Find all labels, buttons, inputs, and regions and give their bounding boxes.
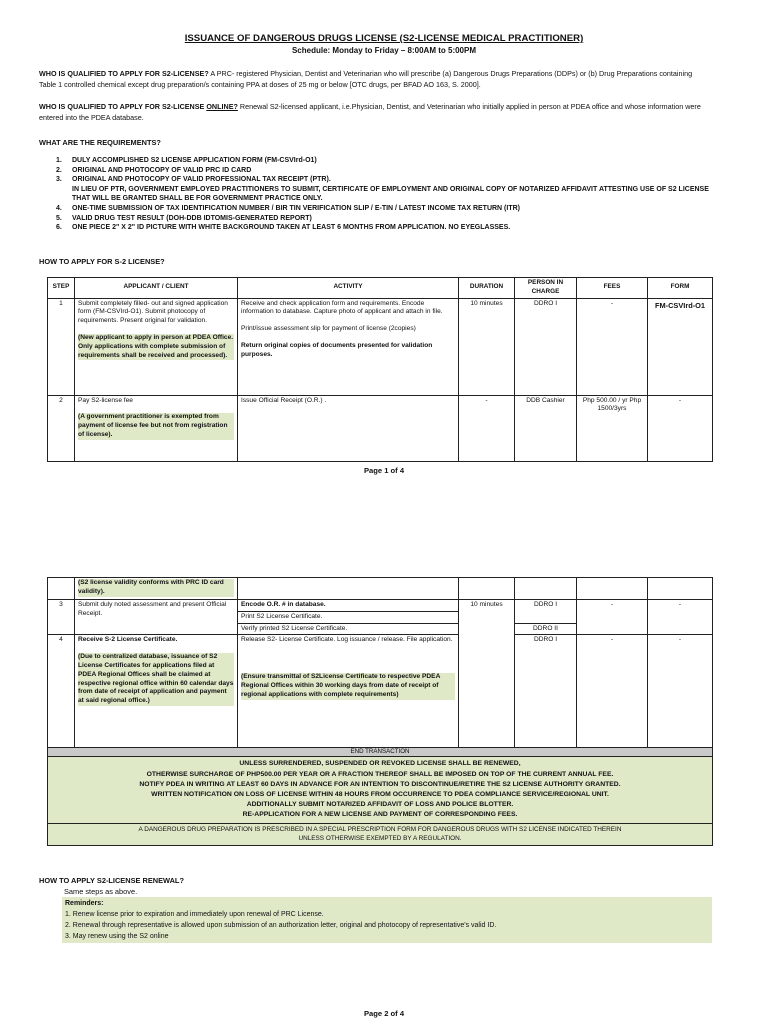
list-item-number: 4. [56,204,62,212]
notice-cell [48,757,713,823]
fees-cell: - [577,298,648,395]
who-online-paragraph [39,102,711,123]
activity-cell [238,298,459,395]
list-item-text: ONE PIECE 2" X 2" ID PICTURE WITH WHITE BACKGROUND TAKEN AT LEAST 6 MONTHS FROM APPLICATION. NO EYEGLASSES. [72,224,511,232]
table-row [48,578,713,600]
page-title: ISSUANCE OF DANGEROUS DRUGS LICENSE (S2-LICENSE MEDICAL PRACTITIONER) [184,33,584,44]
person-cell: DDRO II [515,623,577,635]
client-cell: Submit duly noted assessment and present Official Receipt. [75,600,238,635]
list-item [56,223,716,233]
page-1-footer: Page 1 of 4 [363,466,405,475]
who-online-label: WHO IS QUALIFIED TO APPLY FOR S2-LICENSE [39,102,207,111]
reminder-item: 3. May renew using the S2 online [65,933,169,940]
activity-text-3: Return original copies of documents presented for validation purposes. [241,341,433,358]
client-text: Submit completely filled- out and signed application form (FM-CSVIrd-O1). Submit photocopy of requirements. Present original for validation. [78,299,228,325]
client-cell [75,635,238,748]
activity-text-2: Print/issue assessment slip for payment of license (2copies) [241,325,416,333]
footnote-row [48,823,713,845]
fees-cell: Php 500.00 / yr Php 1500/3yrs [577,395,648,461]
list-item-text: ONE-TIME SUBMISSION OF TAX IDENTIFICATION NUMBER / BIR TIN VERIFICATION SLIP / E-TIN / LATEST INCOME TAX RETURN (ITR) [72,204,520,212]
list-item-text: ORIGINAL AND PHOTOCOPY OF VALID PROFESSIONAL TAX RECEIPT (PTR). [72,176,331,184]
renewal-same-steps: Same steps as above. [64,887,138,896]
client-cell [75,578,238,600]
how-to-apply-heading: HOW TO APPLY FOR S-2 LICENSE? [39,257,165,266]
client-note: (Due to centralized database, issuance of S2 License Certificates for applications filed at PDEA Regional Offices shall be claimed at respective regional office within 60 calendar days from date of receipt of application and payment at said regional office.) [78,653,234,705]
step-cell: 4 [48,635,75,748]
schedule-text: Schedule: Monday to Friday – 8:00AM to 5:00PM [291,46,477,55]
activity-text: Receive and check application form and requirements. Encode information to database. Capture photo of applicant and attach in file. [241,299,443,316]
activity-cell: Encode O.R. # in database. [238,600,459,612]
list-item-text: IN LIEU OF PTR, GOVERNMENT EMPLOYED PRACTITIONERS TO SUBMIT, CERTIFICATE OF EMPLOYMENT AND ORIGINAL COPY OF NOTARIZED AFFIDAVIT ATTESTING USE OF S2 LICENSE THAT WILL BE GRANTED SHALL BE FOR GOVERNMENT PRACTICE ONLY. [72,185,709,203]
table-row [48,395,713,461]
client-note: (New applicant to apply in person at PDEA Office. Only applications with complete submission of requirements shall be received and processed). [78,333,234,359]
form-cell [648,578,713,600]
end-transaction-row [48,748,713,757]
footnote-line: UNLESS OTHERWISE EXEMPTED BY A REGULATION. [298,835,462,843]
who-qualified-text: A PRC- registered Physician, Dentist and Veterinarian who will prescribe (a) Dangerous Drugs Preparations (DDPs) or (b) Drug Preparations containing Table 1 controlled chemical except drug preparation/s containing PPA at doses of 25 mg or below [OTC drugs, per BFAD AO 163, S. 2000]. [39,69,693,89]
who-online-text: Renewal S2-licensed applicant, i.e.Physician, Dentist, and Veterinarian who initially applied in person at PDEA office and whose information were entered into the PDEA database. [39,102,701,122]
duration-cell [459,578,515,600]
client-cell [75,298,238,395]
step-cell [48,578,75,600]
notice-line: OTHERWISE SURCHARGE OF PHP500.00 PER YEAR OR A FRACTION THEREOF SHALL BE IMPOSED ON TOP OF THE CURRENT ANNUAL FEE. [146,770,614,778]
person-cell: DDRO I [515,600,577,624]
activity-text: Release S2- License Certificate. Log issuance / release. File application. [241,636,453,644]
activity-cell: Verify printed S2 License Certificate. [238,623,459,635]
form-cell: FM-CSVIrd-O1 [648,298,713,395]
fees-cell: - [577,635,648,748]
notice-line: UNLESS SURRENDERED, SUSPENDED OR REVOKED LICENSE SHALL BE RENEWED, [239,760,521,768]
activity-cell [238,578,459,600]
client-text: Pay S2-license fee [78,396,133,404]
list-item [56,156,716,166]
activity-cell [238,635,459,748]
renewal-heading: HOW TO APPLY S2-LICENSE RENEWAL? [39,876,184,885]
duration-cell: 10 minutes [459,298,515,395]
client-note: (A government practitioner is exempted from payment of license fee but not from registration of license). [78,413,234,439]
notice-line: ADDITIONALLY SUBMIT NOTARIZED AFFIDAVIT OF LOSS AND POLICE BLOTTER. [246,801,514,809]
header-client: APPLICANT / CLIENT [75,278,238,299]
notice-line: WRITTEN NOTIFICATION ON LOSS OF LICENSE WITHIN 48 HOURS FROM OCCURRENCE TO PDEA COMPLIANCE SERVICE/REGIONAL UNIT. [151,791,609,798]
duration-cell: - [459,395,515,461]
process-table-page2 [47,577,713,846]
fees-cell [577,578,648,600]
table-header-row [48,278,713,299]
page-2-footer: Page 2 of 4 [363,1009,405,1018]
header-activity: ACTIVITY [238,278,459,299]
list-item-text: VALID DRUG TEST RESULT (DOH-DDB IDTOMIS-GENERATED REPORT) [72,214,312,222]
header-duration: DURATION [459,278,515,299]
table-row [48,635,713,748]
list-item [56,175,716,185]
duration-cell: 10 minutes [459,600,515,748]
step-cell: 1 [48,298,75,395]
end-transaction-label: END TRANSACTION [48,748,713,757]
fees-cell: - [577,600,648,635]
person-cell [515,578,577,600]
form-cell: - [648,395,713,461]
requirements-list [56,156,716,233]
list-item-text: ORIGINAL AND PHOTOCOPY OF VALID PRC ID CARD [72,166,252,174]
list-item [56,166,716,176]
step-cell: 2 [48,395,75,461]
form-cell: - [648,600,713,635]
list-item [56,214,716,224]
footnote-line: A DANGEROUS DRUG PREPARATION IS PRESCRIBED IN A SPECIAL PRESCRIPTION FORM FOR DANGEROUS DRUGS WITH S2 LICENSE INDICATED THEREIN [138,825,622,833]
header-step: STEP [48,278,75,299]
footnote-cell [48,823,713,845]
activity-cell: Print S2 License Certificate. [238,611,459,623]
client-text: Receive S-2 License Certificate. [78,636,178,644]
person-cell: DDRO I [515,298,577,395]
reminder-item: 2. Renewal through representative is allowed upon submission of an authorization letter, original and photocopy of representative's valid ID. [65,922,497,929]
process-table-page1 [47,277,713,462]
header-fees: FEES [577,278,648,299]
who-qualified-label: WHO IS QUALIFIED TO APPLY FOR S2-LICENSE? [39,69,209,78]
list-item-text: DULY ACCOMPLISHED S2 LICENSE APPLICATION FORM (FM-CSVIrd-O1) [72,157,317,164]
table-row [48,298,713,395]
notice-row [48,757,713,823]
reminders-box [62,897,712,943]
form-cell: - [648,635,713,748]
reminder-item: 1. Renew license prior to expiration and immediately upon renewal of PRC License. [65,911,324,918]
header-person: PERSON IN CHARGE [515,278,577,299]
list-item-number: 3. [56,176,62,184]
notice-line: RE-APPLICATION FOR A NEW LICENSE AND PAYMENT OF CORRESPONDING FEES. [242,811,518,819]
who-qualified-paragraph [39,69,711,90]
list-item [56,204,716,214]
list-item-number: 2. [56,166,62,174]
reminders-label: Reminders: [65,900,104,907]
person-cell: DDB Cashier [515,395,577,461]
list-item-number: 1. [56,157,62,164]
activity-cell: Issue Official Receipt (O.R.) . [238,395,459,461]
client-cell [75,395,238,461]
activity-note: (Ensure transmittal of S2License Certificate to respective PDEA Regional Offices within 30 working days from date of receipt of regional applications with complete requirements) [241,673,455,699]
header-form: FORM [648,278,713,299]
client-note: (S2 license validity conforms with PRC ID card validity). [78,579,234,597]
list-item [56,185,716,204]
step-cell: 3 [48,600,75,635]
list-item-number: 6. [56,224,62,232]
table-row [48,600,713,612]
list-item-number: 5. [56,214,62,222]
notice-line: NOTIFY PDEA IN WRITING AT LEAST 60 DAYS IN ADVANCE FOR AN INTENTION TO DISCONTINUE/RETIRE THE S2 LICENSE AUTHORITY GRANTED. [139,780,621,788]
requirements-heading: WHAT ARE THE REQUIREMENTS? [39,138,161,147]
who-online-underlined: ONLINE? [206,102,238,111]
person-cell: DDRO I [515,635,577,748]
